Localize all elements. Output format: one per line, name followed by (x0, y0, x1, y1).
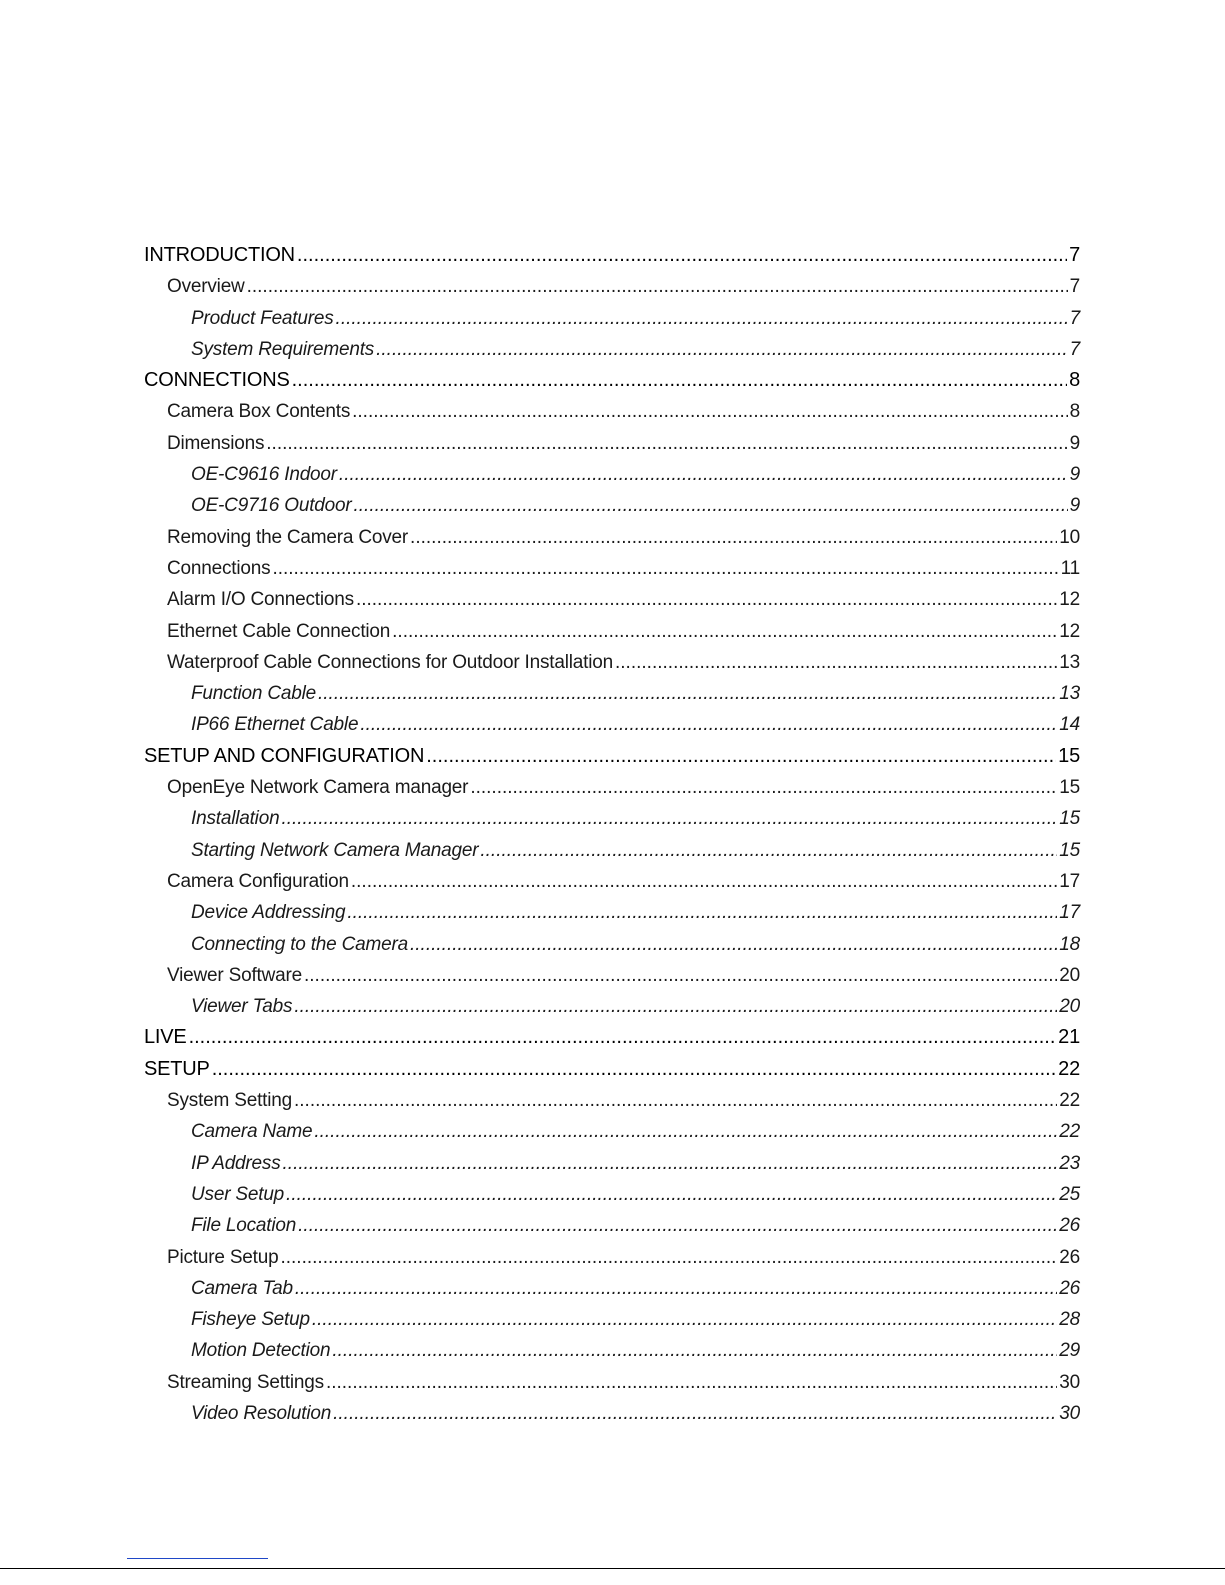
toc-entry-title: Viewer Tabs (191, 996, 293, 1018)
toc-dot-leader (280, 1242, 1057, 1273)
toc-entry-page-number: 10 (1059, 526, 1080, 548)
toc-entry-page-number: 22 (1058, 1057, 1080, 1080)
toc-dot-leader (410, 522, 1057, 553)
toc-dot-leader (281, 803, 1057, 834)
toc-entry[interactable] (144, 1335, 1080, 1366)
toc-dot-leader (297, 240, 1067, 271)
toc-entry-title: System Setting (167, 1090, 292, 1112)
toc-dot-leader (294, 991, 1057, 1022)
toc-entry-title: Connecting to the Camera (191, 933, 408, 955)
toc-dot-leader (332, 1335, 1057, 1366)
toc-entry[interactable] (144, 772, 1080, 803)
toc-entry-title: Function Cable (191, 683, 316, 705)
toc-entry[interactable] (144, 1179, 1080, 1210)
toc-entry-page-number: 15 (1059, 808, 1080, 830)
toc-entry-page-number: 17 (1059, 870, 1080, 892)
toc-entry[interactable] (144, 991, 1080, 1022)
footnote-separator (127, 1558, 268, 1559)
toc-entry-title: Motion Detection (191, 1340, 331, 1362)
toc-entry-page-number: 11 (1060, 557, 1080, 579)
toc-entry[interactable] (144, 1210, 1080, 1241)
toc-dot-leader (266, 428, 1067, 459)
toc-entry[interactable] (144, 1304, 1080, 1335)
toc-entry-title: Device Addressing (191, 902, 346, 924)
toc-entry-title: INTRODUCTION (144, 244, 295, 266)
toc-entry-page-number: 12 (1059, 589, 1080, 611)
toc-entry[interactable] (144, 1022, 1080, 1053)
toc-entry-title: SETUP (144, 1057, 210, 1080)
toc-entry-title: Camera Box Contents (167, 401, 351, 423)
page-bottom-rule (0, 1568, 1225, 1569)
toc-entry-title: System Requirements (191, 338, 375, 360)
toc-dot-leader (326, 1367, 1057, 1398)
toc-entry-page-number: 7 (1069, 276, 1080, 298)
toc-entry-title: Installation (191, 808, 280, 830)
toc-dot-leader (247, 271, 1068, 302)
toc-entry[interactable] (144, 1367, 1080, 1398)
toc-entry-title: Overview (167, 276, 245, 298)
toc-entry[interactable] (144, 1116, 1080, 1147)
toc-dot-leader (333, 1398, 1057, 1429)
toc-entry[interactable] (144, 428, 1080, 459)
toc-dot-leader (354, 490, 1068, 521)
toc-dot-leader (294, 1085, 1057, 1116)
toc-entry[interactable] (144, 709, 1080, 740)
toc-entry[interactable] (144, 240, 1080, 271)
toc-entry-title: OpenEye Network Camera manager (167, 777, 469, 799)
toc-entry[interactable] (144, 490, 1080, 521)
toc-entry-page-number: 15 (1059, 777, 1080, 799)
toc-entry-title: Starting Network Camera Manager (191, 839, 479, 861)
toc-entry-title: Camera Configuration (167, 870, 349, 892)
toc-entry[interactable] (144, 741, 1080, 772)
toc-entry-page-number: 15 (1059, 839, 1080, 861)
toc-dot-leader (339, 459, 1068, 490)
toc-entry[interactable] (144, 1273, 1080, 1304)
toc-dot-leader (272, 553, 1058, 584)
toc-entry-title: IP Address (191, 1152, 281, 1174)
toc-dot-leader (336, 303, 1068, 334)
toc-entry-page-number: 14 (1059, 714, 1080, 736)
toc-entry-page-number: 12 (1059, 620, 1080, 642)
toc-entry-title: File Location (191, 1215, 297, 1237)
toc-entry-title: Dimensions (167, 432, 265, 454)
toc-dot-leader (295, 1273, 1057, 1304)
toc-entry[interactable] (144, 271, 1080, 302)
toc-dot-leader (426, 741, 1056, 772)
toc-entry-page-number: 7 (1069, 244, 1080, 266)
toc-entry[interactable] (144, 1398, 1080, 1429)
toc-dot-leader (356, 584, 1057, 615)
toc-entry-page-number: 17 (1059, 902, 1080, 924)
toc-entry-title: OE-C9716 Outdoor (191, 495, 352, 517)
toc-entry-page-number: 13 (1059, 683, 1080, 705)
toc-entry[interactable] (144, 897, 1080, 928)
toc-entry-page-number: 20 (1059, 996, 1080, 1018)
toc-entry[interactable] (144, 584, 1080, 615)
toc-entry[interactable] (144, 616, 1080, 647)
toc-dot-leader (392, 616, 1057, 647)
toc-entry-title: Ethernet Cable Connection (167, 620, 391, 642)
toc-entry[interactable] (144, 678, 1080, 709)
toc-entry[interactable] (144, 1148, 1080, 1179)
toc-entry-page-number: 28 (1059, 1309, 1080, 1331)
toc-entry[interactable] (144, 960, 1080, 991)
toc-dot-leader (410, 929, 1057, 960)
toc-dot-leader (292, 365, 1067, 396)
toc-entry-page-number: 18 (1059, 933, 1080, 955)
toc-entry[interactable] (144, 334, 1080, 365)
toc-entry-page-number: 9 (1069, 432, 1080, 454)
toc-entry-page-number: 30 (1059, 1371, 1080, 1393)
toc-entry-page-number: 23 (1059, 1152, 1080, 1174)
toc-entry-page-number: 22 (1059, 1090, 1080, 1112)
toc-entry-page-number: 8 (1069, 401, 1080, 423)
toc-entry-title: Alarm I/O Connections (167, 589, 354, 611)
toc-entry-title: Picture Setup (167, 1246, 279, 1268)
toc-dot-leader (212, 1054, 1056, 1085)
toc-entry-page-number: 26 (1059, 1277, 1080, 1299)
toc-entry[interactable] (144, 803, 1080, 834)
toc-entry-title: Removing the Camera Cover (167, 526, 409, 548)
toc-dot-leader (304, 960, 1057, 991)
toc-entry-title: Viewer Software (167, 964, 302, 986)
toc-entry-title: Fisheye Setup (191, 1309, 310, 1331)
toc-entry-page-number: 7 (1069, 338, 1080, 360)
toc-entry-page-number: 8 (1069, 369, 1080, 392)
toc-entry-title: Video Resolution (191, 1402, 332, 1424)
toc-entry[interactable] (144, 553, 1080, 584)
toc-entry-title: Streaming Settings (167, 1371, 324, 1393)
toc-dot-leader (318, 678, 1057, 709)
toc-entry[interactable] (144, 459, 1080, 490)
toc-entry-page-number: 20 (1059, 964, 1080, 986)
toc-dot-leader (347, 897, 1057, 928)
toc-entry-page-number: 15 (1058, 744, 1080, 767)
toc-dot-leader (360, 709, 1057, 740)
toc-dot-leader (376, 334, 1068, 365)
toc-entry-page-number: 9 (1069, 495, 1080, 517)
toc-dot-leader (298, 1210, 1057, 1241)
toc-entry-page-number: 29 (1059, 1340, 1080, 1362)
toc-entry-title: CONNECTIONS (144, 369, 290, 392)
toc-entry[interactable] (144, 929, 1080, 960)
toc-entry-title: Connections (167, 557, 271, 579)
toc-entry[interactable] (144, 1054, 1080, 1085)
toc-entry-page-number: 9 (1069, 464, 1080, 486)
toc-entry[interactable] (144, 1085, 1080, 1116)
toc-entry-page-number: 21 (1058, 1026, 1080, 1049)
toc-dot-leader (189, 1022, 1057, 1053)
toc-entry[interactable] (144, 522, 1080, 553)
toc-entry[interactable] (144, 835, 1080, 866)
toc-dot-leader (470, 772, 1057, 803)
toc-dot-leader (480, 835, 1057, 866)
toc-entry[interactable] (144, 396, 1080, 427)
toc-entry-title: User Setup (191, 1183, 285, 1205)
toc-entry-page-number: 7 (1069, 307, 1080, 329)
toc-dot-leader (283, 1148, 1058, 1179)
toc-entry-page-number: 13 (1059, 651, 1080, 673)
toc-entry-title: SETUP AND CONFIGURATION (144, 744, 425, 767)
toc-entry-title: Camera Name (191, 1121, 313, 1143)
toc-entry-title: Camera Tab (191, 1277, 293, 1299)
toc-entry-page-number: 26 (1059, 1246, 1080, 1268)
toc-entry-page-number: 30 (1059, 1402, 1080, 1424)
toc-entry-title: Waterproof Cable Connections for Outdoor Installation (167, 651, 613, 673)
table-of-contents (144, 240, 1080, 1429)
toc-entry-page-number: 22 (1059, 1121, 1080, 1143)
toc-dot-leader (615, 647, 1057, 678)
toc-entry-title: LIVE (144, 1026, 187, 1049)
toc-dot-leader (286, 1179, 1057, 1210)
toc-entry-title: OE-C9616 Indoor (191, 464, 337, 486)
toc-entry[interactable] (144, 1242, 1080, 1273)
toc-dot-leader (351, 866, 1057, 897)
toc-entry-page-number: 26 (1059, 1215, 1080, 1237)
toc-dot-leader (352, 396, 1068, 427)
toc-entry[interactable] (144, 647, 1080, 678)
toc-entry[interactable] (144, 365, 1080, 396)
toc-entry-page-number: 25 (1059, 1183, 1080, 1205)
toc-entry[interactable] (144, 303, 1080, 334)
toc-entry[interactable] (144, 866, 1080, 897)
toc-entry-title: Product Features (191, 307, 334, 329)
toc-dot-leader (312, 1304, 1057, 1335)
toc-dot-leader (314, 1116, 1057, 1147)
toc-entry-title: IP66 Ethernet Cable (191, 714, 359, 736)
